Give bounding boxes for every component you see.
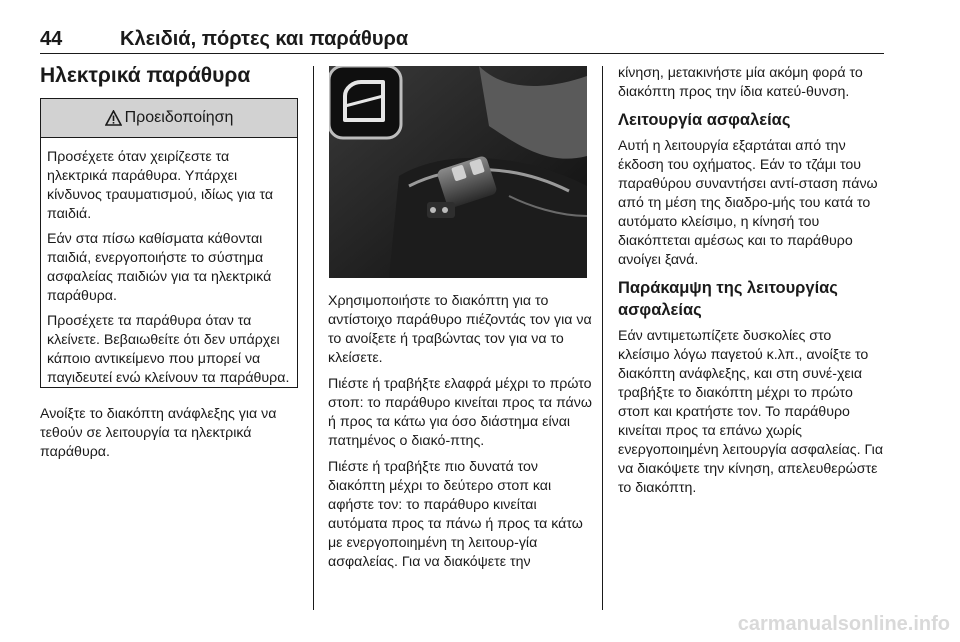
chapter-title: Κλειδιά, πόρτες και παράθυρα <box>120 28 409 50</box>
warning-paragraph: Προσέχετε όταν χειρίζεστε τα ηλεκτρικά παράθυρα. Υπάρχει κίνδυνος τραυματισμού, ιδίως για τα παιδιά. <box>47 149 274 222</box>
column-2-text <box>328 292 594 579</box>
section-title: Ηλεκτρικά παράθυρα <box>40 64 251 87</box>
column-1-text: Ανοίξτε το διακόπτη ανάφλεξης για να τεθούν σε λειτουργία τα ηλεκτρικά παράθυρα. <box>40 406 277 460</box>
safety-function-heading: Λειτουργία ασφαλείας <box>618 111 791 129</box>
warning-title: Προειδοποίηση <box>124 109 234 126</box>
page-header <box>40 28 884 52</box>
paragraph: Αυτή η λειτουργία εξαρτάται από την έκδοση του οχήματος. Εάν το τζάμι του παραθύρου συναντήσει αντί-σταση πάνω από τη μέση της διαδρο-μής του κατά το αυτόματο κλείσιμο, η κίνησή του διακόπτεται αμέσως και το παράθυρο ανοίγει ξανά. <box>618 138 878 268</box>
column-3-text <box>618 64 886 505</box>
paragraph: Εάν αντιμετωπίζετε δυσκολίες στο κλείσιμο λόγω παγετού κ.λπ., ανοίξτε το διακόπτη ανάφλεξης, και στη συνέ-χεια τραβήξτε το διακόπτη μέχρι το πρώτο στοπ και κρατήστε τον. Το παράθυρο κινείται προς τα επάνω χωρίς ενεργοποιημένη λειτουργία ασφαλείας. Για να διακόψετε την κίνηση, απελευθερώστε το διακόπτη. <box>618 328 884 496</box>
header-rule <box>40 53 884 54</box>
paragraph: Χρησιμοποιήστε το διακόπτη για το αντίστοιχο παράθυρο πιέζοντάς τον για να το ανοίξετε ή τραβώντας τον για να το κλείσετε. <box>328 293 592 366</box>
override-heading: Παράκαμψη της λειτουργίας ασφαλείας <box>618 279 838 319</box>
watermark: carmanualsonline.info <box>737 613 950 635</box>
window-switch-photo <box>329 66 587 278</box>
paragraph: Πιέστε ή τραβήξτε πιο δυνατά τον διακόπτη μέχρι το δεύτερο στοπ και αφήστε τον: το παράθυρο κινείται αυτόματα προς τα πάνω ή προς τα κάτω με ενεργοποιημένη τη λειτουρ-γία ασφαλείας. Για να διακόψετε την <box>328 459 583 570</box>
paragraph: κίνηση, μετακινήστε μία ακόμη φορά το διακόπτη προς την ίδια κατεύ-θυνση. <box>618 65 863 100</box>
door-panel-illustration <box>329 66 587 278</box>
warning-header <box>41 99 297 138</box>
paragraph: Πιέστε ή τραβήξτε ελαφρά μέχρι το πρώτο στοπ: το παράθυρο κινείται προς τα πάνω ή προς τα κάτω για όσο διάστημα είναι πατημένος ο διακό-πτης. <box>328 376 592 449</box>
column-divider <box>602 66 603 610</box>
warning-body <box>41 138 297 388</box>
warning-box <box>40 98 298 388</box>
warning-paragraph: Προσέχετε τα παράθυρα όταν τα κλείνετε. Βεβαιωθείτε ότι δεν υπάρχει κάποιο αντικείμενο που μπορεί να παγιδευτεί ενώ κλείνουν τα παράθυρα. <box>47 313 290 386</box>
warning-triangle-icon <box>105 110 122 126</box>
column-divider <box>313 66 314 610</box>
warning-paragraph: Εάν στα πίσω καθίσματα κάθονται παιδιά, ενεργοποιήστε το σύστημα ασφαλείας παιδιών για τα ηλεκτρικά παράθυρα. <box>47 231 272 304</box>
page-number: 44 <box>40 28 63 50</box>
